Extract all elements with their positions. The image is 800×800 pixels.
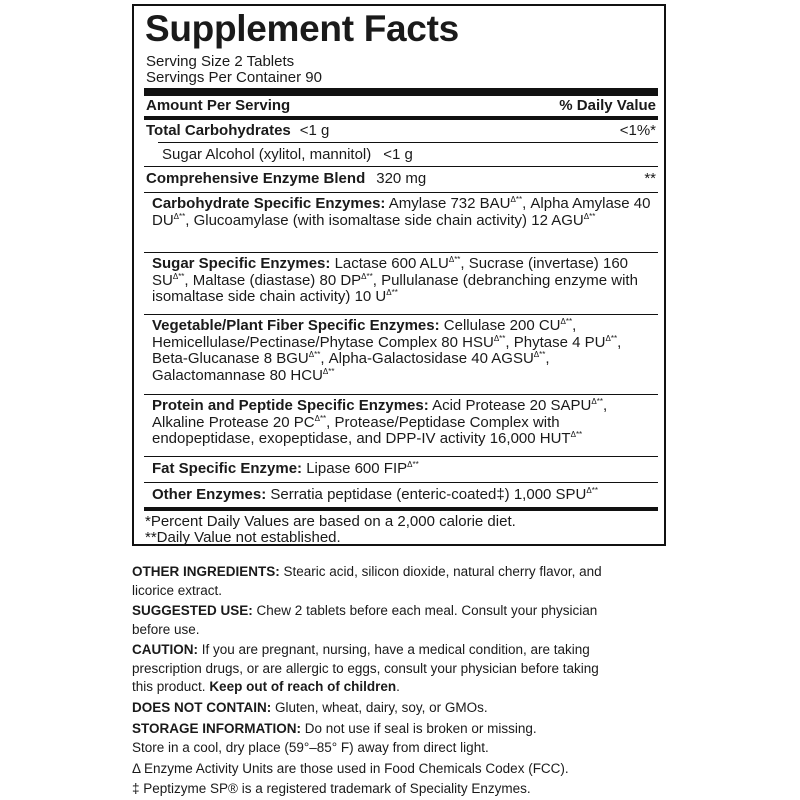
- supplement-facts-panel: [132, 4, 666, 546]
- enzyme-text: Lactase 600 ALU: [334, 255, 449, 272]
- thin-divider: [144, 456, 658, 457]
- enzyme-blend-dv: **: [644, 170, 656, 187]
- amount-per-serving-label: Amount Per Serving: [146, 97, 291, 114]
- other-ingredients-text: licorice extract.: [132, 582, 223, 598]
- protein-enzymes: [152, 398, 654, 448]
- unit-mark: Δ**: [407, 460, 419, 469]
- thin-divider: [158, 142, 658, 143]
- unit-mark: Δ**: [308, 350, 321, 359]
- enzyme-text: Amylase 40 DU: [152, 195, 651, 229]
- panel-title: Supplement Facts: [145, 8, 459, 49]
- unit-mark: Δ**: [586, 486, 598, 495]
- caution-text: .: [396, 679, 400, 694]
- unit-mark: Δ**: [570, 430, 583, 439]
- enzyme-text: , Pullulanase (debranching: [372, 271, 551, 289]
- medium-divider: [144, 507, 658, 511]
- other-ingredients-text: Stearic acid, silicon dioxide, natural cherry flavor, and: [283, 564, 602, 579]
- enzyme-blend-label: Comprehensive Enzyme Blend: [146, 170, 366, 187]
- other-ingredients: [132, 563, 672, 600]
- unit-mark: Δ**: [493, 333, 506, 343]
- unit-mark: Δ**: [361, 271, 373, 281]
- fiber-enzymes: Vegetable/Plant Fiber Specific Enzymes: Cellulase 200 $CU^{\Delta**}$, Hemicellulase/Pectinase/Phytase Complex 80 $HSU^{\Delta**}$, Phytase 4 $PU^{\Delta**}$, Beta-Glucanase 8 $BGU^{\Delta**}$, Alpha-Galactosidase 40 $AGSU^{\Delta**}$, Galactomannase 80 $HCU^{\Delta**}$: [152, 317, 622, 384]
- enzyme-text: , Maltase (diastase) 80 DP: [184, 271, 362, 289]
- thin-divider: [144, 482, 658, 483]
- suggested-use-text: Chew 2 tablets before each meal. Consult your physician: [256, 603, 598, 618]
- does-not-contain-text: Gluten, wheat, dairy, soy, or GMOs.: [275, 700, 488, 715]
- unit-mark: Δ**: [314, 413, 327, 423]
- fat-enzymes-heading: Fat Specific Enzyme:: [152, 460, 303, 477]
- enzyme-text: Alkaline Protease 20 PC: [152, 413, 315, 431]
- enzyme-text: Acid Protease 20 SAPU: [432, 397, 592, 414]
- enzyme-text: , Alpha-Galactosidase 40: [320, 350, 488, 367]
- does-not-contain: [132, 699, 672, 718]
- unit-mark: Δ**: [448, 255, 461, 264]
- does-not-contain-heading: DOES NOT CONTAIN:: [132, 700, 272, 715]
- carbohydrates-dv: <1%*: [619, 122, 656, 139]
- caution-text: prescription drugs, or are allergic to eggs, consult your physician before taking: [132, 660, 599, 676]
- thin-divider: [144, 192, 658, 193]
- suggested-use: [132, 602, 672, 639]
- caution-text: If you are pregnant, nursing, have a medical condition, are taking: [201, 642, 590, 657]
- unit-mark: Δ**: [173, 211, 186, 221]
- trademark-note: ‡ Peptizyme SP® is a registered trademark of Speciality Enzymes.: [132, 781, 531, 796]
- enzyme-text: , Galactomannase 80 HCU: [152, 350, 550, 384]
- storage-text: Store in a cool, dry place (59°–85° F) away from direct light.: [132, 739, 489, 755]
- enzyme-text: , Protease/Peptidase Complex with: [326, 413, 560, 431]
- carbohydrate-enzymes-heading: Carbohydrate Specific Enzymes:: [152, 195, 386, 212]
- caution-heading: CAUTION:: [132, 642, 198, 657]
- carbohydrates-amount: <1 g: [299, 122, 330, 139]
- other-enzymes: [152, 487, 654, 504]
- footnote-not-established: **Daily Value not established.: [145, 529, 341, 546]
- enzyme-text: activity) 12 AGU: [476, 211, 584, 229]
- unit-mark: Δ**: [560, 317, 573, 326]
- other-enzymes-heading: Other Enzymes:: [152, 486, 267, 503]
- enzyme-text: 160 SU: [152, 255, 629, 289]
- enzyme-text: Lipase 600 FIP: [306, 460, 408, 477]
- enzyme-text: , Beta-Glucanase 8 BGU: [152, 333, 622, 367]
- thin-divider: [144, 394, 658, 395]
- thin-divider: [144, 252, 658, 253]
- enzyme-text: ,: [602, 397, 608, 414]
- enzyme-text: Hemicellulase/Pectinase/Phytase Complex 80 HSU: [152, 333, 494, 351]
- thick-divider: [144, 88, 658, 96]
- sugar-alcohol-amount: <1 g: [383, 146, 413, 163]
- enzyme-text: , Alpha: [522, 195, 569, 212]
- caution-text: this product.: [132, 679, 206, 694]
- unit-mark: Δ**: [583, 211, 596, 221]
- sugar-enzymes-heading: Sugar Specific Enzymes:: [152, 255, 331, 272]
- enzyme-text: AGSU: [491, 350, 534, 367]
- carbohydrates-row: [146, 122, 656, 139]
- enzyme-text: Cellulase 200 CU: [443, 317, 561, 334]
- enzyme-blend-row: [146, 170, 656, 187]
- enzyme-blend-amount: 320 mg: [376, 170, 427, 187]
- medium-divider: [144, 116, 658, 120]
- other-ingredients-heading: OTHER INGREDIENTS:: [132, 564, 280, 579]
- enzyme-text: , Glucoamylase (with isomaltase side chain: [185, 211, 473, 229]
- enzyme-text: Amylase 732 BAU: [388, 195, 511, 212]
- unit-mark: Δ**: [605, 333, 618, 343]
- thin-divider: [144, 314, 658, 315]
- daily-value-label: % Daily Value: [559, 97, 656, 114]
- caution-warning: Keep out of reach of children: [209, 679, 397, 694]
- storage-text: Do not use if seal is broken or missing.: [304, 721, 537, 736]
- unit-mark: Δ**: [591, 397, 603, 406]
- fiber-enzymes-heading: Vegetable/Plant Fiber Specific Enzymes:: [152, 317, 440, 334]
- unit-mark: Δ**: [386, 288, 398, 297]
- protein-enzymes-heading: Protein and Peptide Specific Enzymes:: [152, 397, 429, 414]
- enzyme-text: endopeptidase, exopeptidase, and DPP-IV activity 16,000 HUT: [152, 430, 571, 447]
- footnote-daily-values: *Percent Daily Values are based on a 2,000 calorie diet.: [145, 513, 516, 530]
- enzyme-text: , Sucrase (invertase): [460, 255, 599, 272]
- carbohydrate-enzymes: [152, 196, 654, 229]
- sugar-alcohol-row: [162, 146, 656, 163]
- unit-mark: Δ**: [322, 366, 335, 376]
- sugar-enzymes: [152, 256, 654, 306]
- column-header: [146, 97, 656, 114]
- serving-size: Serving Size 2 Tablets: [146, 53, 295, 70]
- thin-divider: [144, 166, 658, 167]
- enzyme-text: , Phytase: [505, 333, 568, 351]
- sugar-alcohol-label: Sugar Alcohol (xylitol, mannitol): [162, 146, 372, 163]
- unit-mark: Δ**: [172, 271, 185, 281]
- unit-mark: Δ**: [510, 195, 523, 204]
- enzyme-units-note: Δ Enzyme Activity Units are those used in Food Chemicals Codex (FCC).: [132, 761, 569, 776]
- suggested-use-text: before use.: [132, 621, 200, 637]
- enzyme-text: enzyme with isomaltase side chain activity) 10 U: [152, 271, 638, 305]
- storage-information: [132, 720, 672, 757]
- suggested-use-heading: SUGGESTED USE:: [132, 603, 253, 618]
- unit-mark: Δ**: [533, 350, 546, 359]
- servings-per-container: Servings Per Container 90: [146, 69, 322, 86]
- carbohydrates-label: Total Carbohydrates: [146, 122, 291, 139]
- storage-heading: STORAGE INFORMATION:: [132, 721, 301, 736]
- caution: [132, 641, 672, 697]
- enzyme-text: 4 PU: [572, 333, 606, 351]
- enzyme-text: Serratia peptidase (enteric-coated‡) 1,000 SPU: [270, 486, 587, 503]
- fat-enzymes: [152, 461, 654, 478]
